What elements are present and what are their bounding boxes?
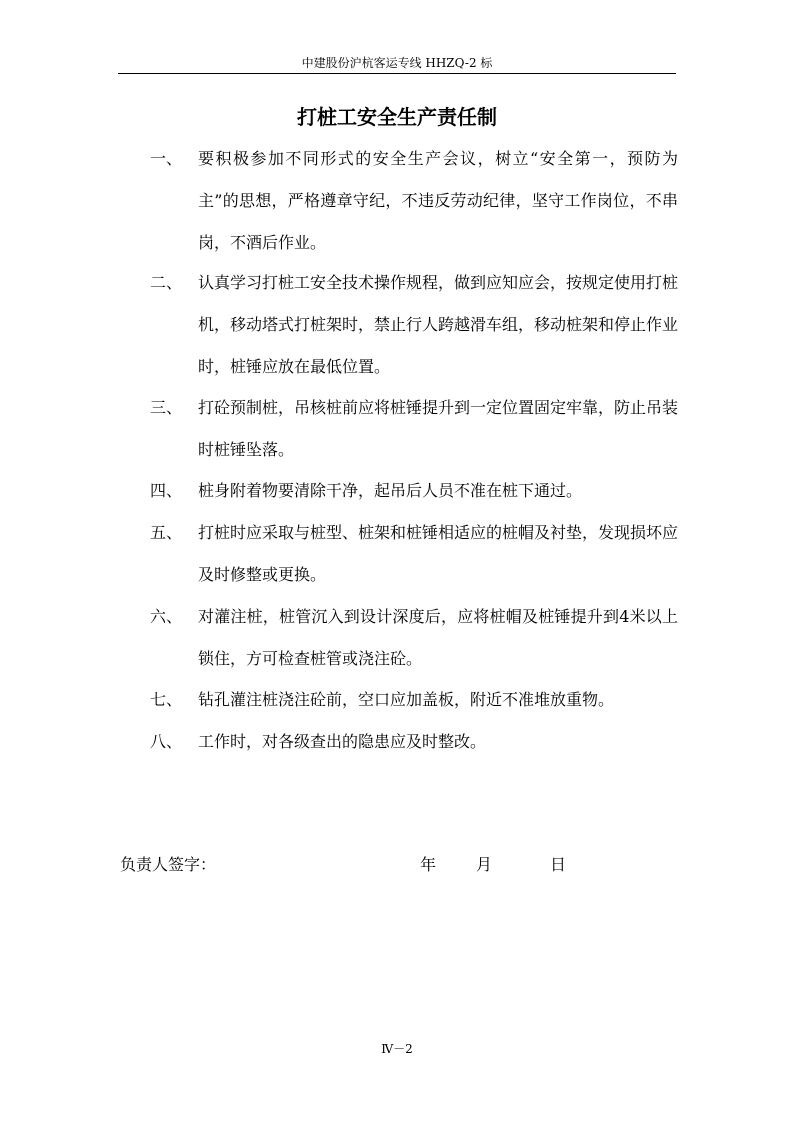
rule-item-4 — [150, 470, 680, 512]
rule-item-1 — [150, 138, 680, 264]
signature-day: 日 — [550, 855, 567, 874]
header-divider — [118, 73, 676, 74]
rule-text: 桩身附着物要清除干净，起吊后人员不准在桩下通过。 — [198, 481, 583, 500]
signature-month: 月 — [476, 855, 493, 874]
rule-text: 认真学习打桩工安全技术操作规程，做到应知应会，按规定使用打桩机，移动塔式打桩架时，禁止行人跨越滑车组，移动桩架和停止作业时，桩锤应放在最低位置。 — [198, 273, 679, 376]
signature-label: 负责人签字： — [120, 855, 217, 874]
rule-number: 一、 — [150, 149, 183, 168]
page-header: 中建股份沪杭客运专线 HHZQ-2 标 — [301, 56, 493, 70]
rule-number: 八、 — [150, 732, 183, 751]
page-number: Ⅳ－2 — [381, 1042, 413, 1056]
rule-item-3 — [150, 387, 680, 471]
rule-number: 二、 — [150, 273, 183, 292]
rule-item-2 — [150, 262, 680, 388]
rule-item-8 — [150, 721, 680, 763]
rule-number: 五、 — [150, 523, 183, 542]
rule-text: 钻孔灌注桩浇注砼前，空口应加盖板，附近不准堆放重物。 — [198, 690, 615, 709]
rule-number: 七、 — [150, 690, 183, 709]
rule-item-5 — [150, 512, 680, 596]
rule-item-7 — [150, 679, 680, 721]
rule-text: 工作时，对各级查出的隐患应及时整改。 — [198, 732, 487, 751]
document-title: 打桩工安全生产责任制 — [297, 105, 497, 129]
rule-text: 对灌注桩，桩管沉入到设计深度后，应将桩帽及桩锤提升到4米以上锁住，方可检查桩管或浇注砼。 — [198, 607, 678, 668]
rule-item-6 — [150, 596, 680, 680]
rule-number: 四、 — [150, 481, 183, 500]
signature-year: 年 — [420, 855, 437, 874]
rule-number: 六、 — [150, 607, 183, 626]
rule-text: 打桩时应采取与桩型、桩架和桩锤相适应的桩帽及衬垫，发现损坏应及时修整或更换。 — [198, 523, 679, 584]
rule-text: 要积极参加不同形式的安全生产会议，树立“安全第一，预防为主”的思想，严格遵章守纪，不违反劳动纪律，坚守工作岗位，不串岗，不酒后作业。 — [198, 149, 678, 252]
rule-number: 三、 — [150, 398, 183, 417]
rule-text: 打砼预制桩，吊核桩前应将桩锤提升到一定位置固定牢靠，防止吊装时桩锤坠落。 — [198, 398, 679, 459]
